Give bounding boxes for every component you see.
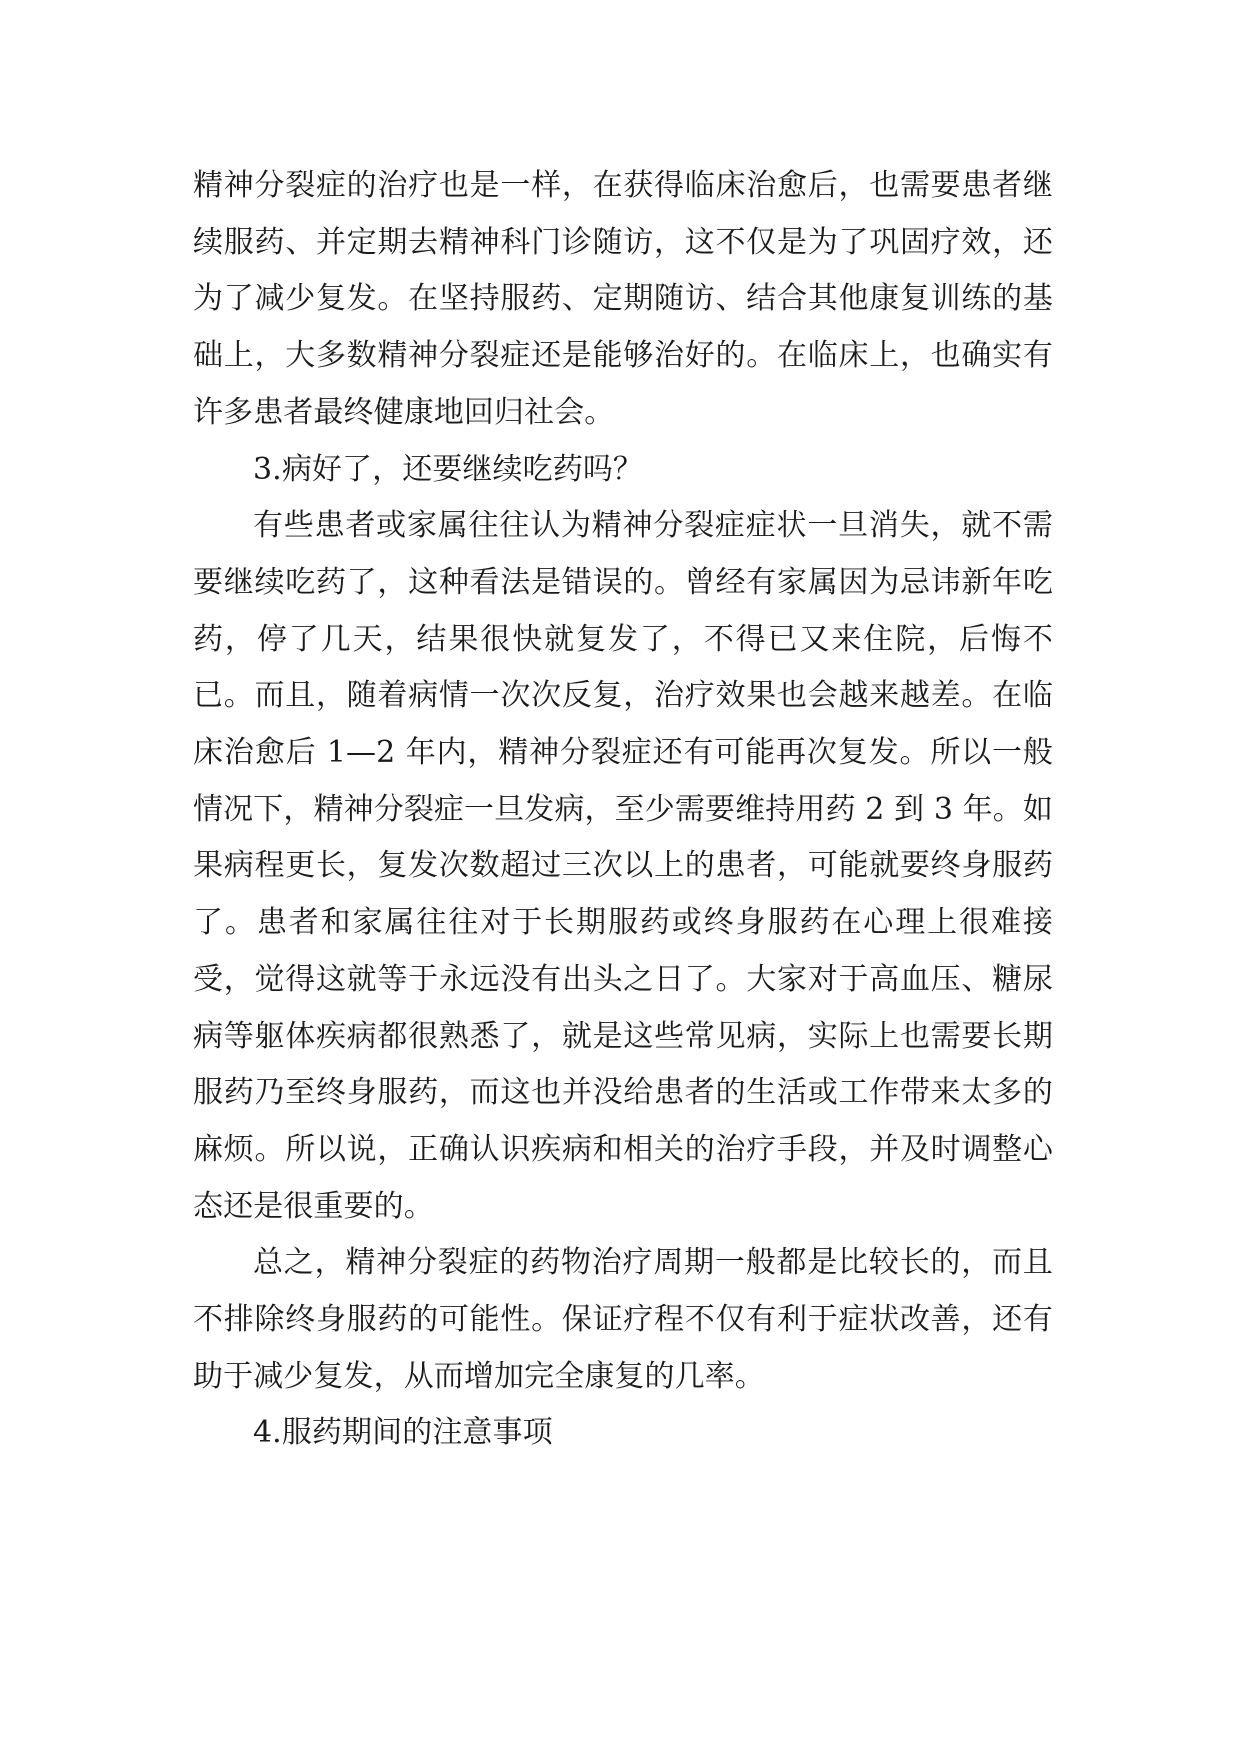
section-heading-4: 4.服药期间的注意事项 — [253, 1415, 553, 1451]
paragraph-summary: 总之，精神分裂症的药物治疗周期一般都是比较长的，而且不排除终身服药的可能性。保证疗程不仅有利于症状改善，还有助于减少复发，从而增加完全康复的几率。 — [193, 1245, 1053, 1394]
section-heading-3: 3.病好了，还要继续吃药吗？ — [253, 451, 644, 487]
paragraph-continuation: 精神分裂症的治疗也是一样，在获得临床治愈后，也需要患者继续服药、并定期去精神科门诊随访，这不仅是为了巩固疗效，还为了减少复发。在坚持服药、定期随访、结合其他康复训练的基础上，大多数精神分裂症还是能够治好的。在临床上，也确实有许多患者最终健康地回归社会。 — [193, 168, 1053, 430]
paragraph-medication-continuation: 有些患者或家属往往认为精神分裂症症状一旦消失，就不需要继续吃药了，这种看法是错误的。曾经有家属因为忌讳新年吃药，停了几天，结果很快就复发了，不得已又来住院，后悔不已。而且，随着病情一次次反复，治疗效果也会越来越差。在临床治愈后 1—2 年内，精神分裂症还有可能再次复发。所以一般情况下，精神分裂症一旦发病，至少需要维持用药 2 到 3 年。如果病程更长，复发次数超过三次以上的患者，可能就要终身服药了。患者和家属往往对于长期服药或终身服药在心理上很难接受，觉得这就等于永远没有出头之日了。大家对于高血压、糖尿病等躯体疾病都很熟悉了，就是这些常见病，实际上也需要长期服药乃至终身服药，而这也并没给患者的生活或工作带来太多的麻烦。所以说，正确认识疾病和相关的治疗手段，并及时调整心态还是很重要的。 — [193, 508, 1053, 1224]
body-text — [193, 158, 1053, 1462]
